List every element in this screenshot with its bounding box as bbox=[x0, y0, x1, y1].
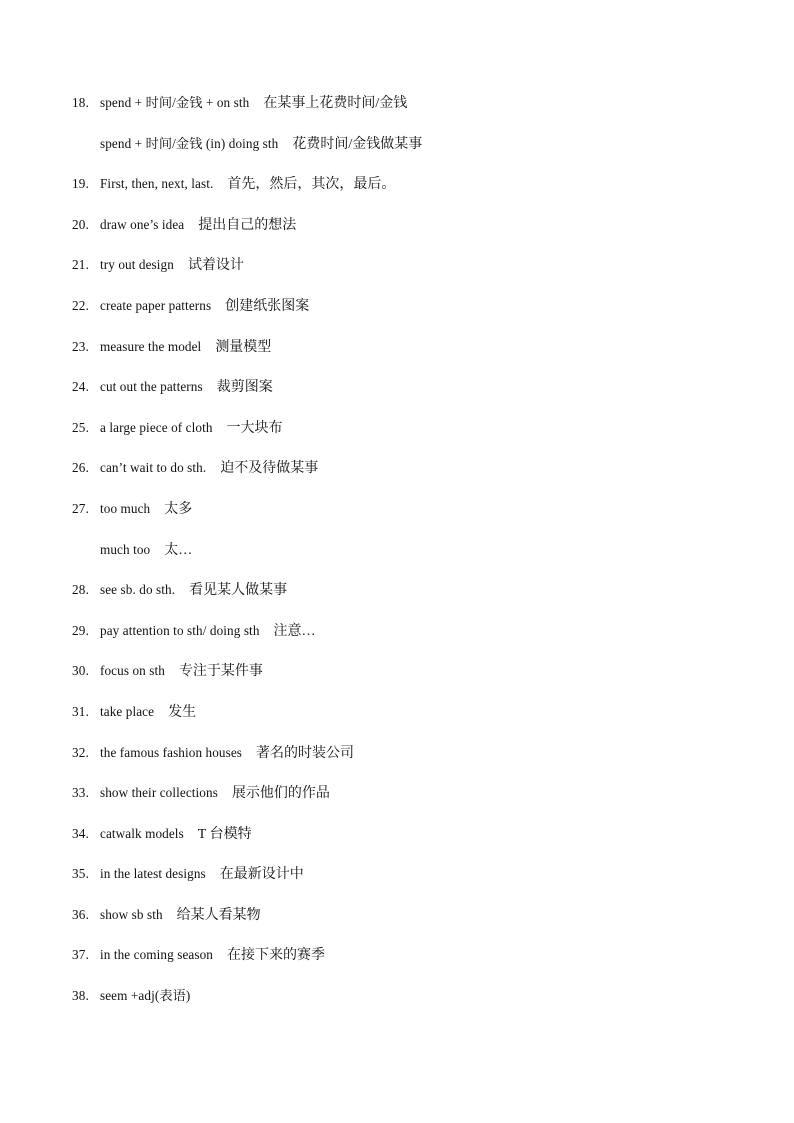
entry-number: 27. bbox=[72, 500, 90, 516]
entry-number: 26. bbox=[72, 460, 90, 476]
entry-phrase-english: show sb sth bbox=[100, 906, 163, 922]
entry-phrase-english: spend + 时间/金钱 (in) doing sth bbox=[100, 135, 279, 151]
entry-meaning-chinese: 在某事上花费时间/金钱 bbox=[263, 96, 408, 111]
entry-phrase-english: much too bbox=[100, 541, 151, 557]
entry-number: 37. bbox=[72, 947, 90, 963]
vocabulary-entry bbox=[72, 457, 732, 498]
entry-meaning-chinese: 迫不及待做某事 bbox=[220, 461, 319, 477]
entry-number: 33. bbox=[72, 785, 90, 801]
vocabulary-entry bbox=[72, 944, 732, 985]
vocabulary-entry bbox=[72, 376, 732, 417]
entry-meaning-chinese: 太多 bbox=[164, 501, 193, 517]
vocabulary-entry bbox=[72, 863, 732, 904]
entry-number: 21. bbox=[72, 257, 90, 273]
entry-phrase-english: measure the model bbox=[100, 338, 202, 354]
entry-number: 20. bbox=[72, 216, 90, 232]
entry-meaning-chinese: 裁剪图案 bbox=[216, 380, 273, 396]
entry-phrase-english: First, then, next, last. bbox=[100, 176, 214, 192]
entry-phrase-english: create paper patterns bbox=[100, 297, 212, 313]
vocabulary-entry bbox=[72, 701, 732, 742]
entry-phrase-english: draw one’s idea bbox=[100, 216, 185, 232]
entry-phrase-english: show their collections bbox=[100, 785, 218, 801]
vocabulary-entry bbox=[72, 173, 732, 214]
entry-phrase-english: can’t wait to do sth. bbox=[100, 460, 207, 476]
vocabulary-entry bbox=[72, 904, 732, 945]
entry-phrase-english: try out design bbox=[100, 257, 174, 273]
entry-meaning-chinese: 专注于某件事 bbox=[178, 664, 263, 680]
entry-meaning-chinese: 首先，然后，其次，最后。 bbox=[227, 177, 396, 193]
vocabulary-entry bbox=[72, 539, 732, 580]
entry-meaning-chinese: 一大块布 bbox=[226, 420, 283, 436]
entry-phrase-english: the famous fashion houses bbox=[100, 744, 243, 760]
vocabulary-entry bbox=[72, 336, 732, 377]
entry-meaning-chinese: 注意… bbox=[273, 623, 316, 639]
entry-meaning-chinese: 创建纸张图案 bbox=[225, 298, 310, 314]
entry-phrase-english: catwalk models bbox=[100, 825, 184, 841]
vocabulary-entry bbox=[72, 92, 732, 133]
vocabulary-entry bbox=[72, 133, 732, 174]
entry-number: 34. bbox=[72, 825, 90, 841]
vocabulary-entry bbox=[72, 254, 732, 295]
entry-number: 18. bbox=[72, 95, 90, 110]
entry-phrase-english: too much bbox=[100, 500, 151, 516]
entry-number: 25. bbox=[72, 419, 90, 435]
vocabulary-entry bbox=[72, 742, 732, 783]
entry-number: 29. bbox=[72, 622, 90, 638]
entry-number: 32. bbox=[72, 744, 90, 760]
entry-number: 24. bbox=[72, 379, 90, 395]
vocabulary-list bbox=[72, 92, 732, 1026]
entry-phrase-english: see sb. do sth. bbox=[100, 582, 176, 598]
vocabulary-entry bbox=[72, 579, 732, 620]
vocabulary-entry bbox=[72, 214, 732, 255]
entry-meaning-chinese: 看见某人做某事 bbox=[189, 583, 288, 599]
entry-meaning-chinese: 发生 bbox=[168, 704, 197, 720]
vocabulary-entry bbox=[72, 985, 732, 1026]
entry-phrase-english: spend + 时间/金钱 + on sth bbox=[100, 95, 250, 110]
entry-number: 19. bbox=[72, 176, 90, 192]
vocabulary-entry bbox=[72, 295, 732, 336]
entry-number: 22. bbox=[72, 297, 90, 313]
vocabulary-entry bbox=[72, 620, 732, 661]
entry-number: 30. bbox=[72, 663, 90, 679]
vocabulary-entry bbox=[72, 782, 732, 823]
entry-phrase-english: pay attention to sth/ doing sth bbox=[100, 622, 260, 638]
entry-meaning-chinese: 在接下来的赛季 bbox=[226, 948, 325, 964]
entry-number: 38. bbox=[72, 988, 90, 1004]
entry-phrase-english: seem +adj(表语) bbox=[100, 988, 191, 1004]
entry-meaning-chinese: 给某人看某物 bbox=[176, 907, 261, 923]
vocabulary-entry bbox=[72, 660, 732, 701]
entry-meaning-chinese: 试着设计 bbox=[187, 258, 244, 274]
entry-meaning-chinese: 花费时间/金钱做某事 bbox=[292, 136, 423, 152]
entry-phrase-english: cut out the patterns bbox=[100, 379, 203, 395]
entry-number: 28. bbox=[72, 582, 90, 598]
entry-meaning-chinese: 著名的时装公司 bbox=[256, 745, 355, 761]
vocabulary-entry bbox=[72, 823, 732, 864]
entry-phrase-english: in the coming season bbox=[100, 947, 213, 963]
entry-meaning-chinese: 展示他们的作品 bbox=[231, 786, 330, 802]
entry-phrase-english: take place bbox=[100, 703, 155, 719]
entry-number: 23. bbox=[72, 338, 90, 354]
entry-meaning-chinese: 测量模型 bbox=[215, 339, 272, 355]
vocabulary-entry bbox=[72, 498, 732, 539]
entry-phrase-english: in the latest designs bbox=[100, 866, 206, 882]
entry-meaning-chinese: 提出自己的想法 bbox=[198, 217, 297, 233]
entry-phrase-english: focus on sth bbox=[100, 663, 165, 679]
vocabulary-entry bbox=[72, 417, 732, 458]
entry-meaning-chinese: 太… bbox=[164, 542, 193, 558]
entry-number: 35. bbox=[72, 866, 90, 882]
entry-number: 36. bbox=[72, 906, 90, 922]
entry-phrase-english: a large piece of cloth bbox=[100, 419, 213, 435]
entry-meaning-chinese: T 台模特 bbox=[197, 826, 252, 842]
entry-number: 31. bbox=[72, 703, 90, 719]
entry-meaning-chinese: 在最新设计中 bbox=[219, 867, 304, 883]
